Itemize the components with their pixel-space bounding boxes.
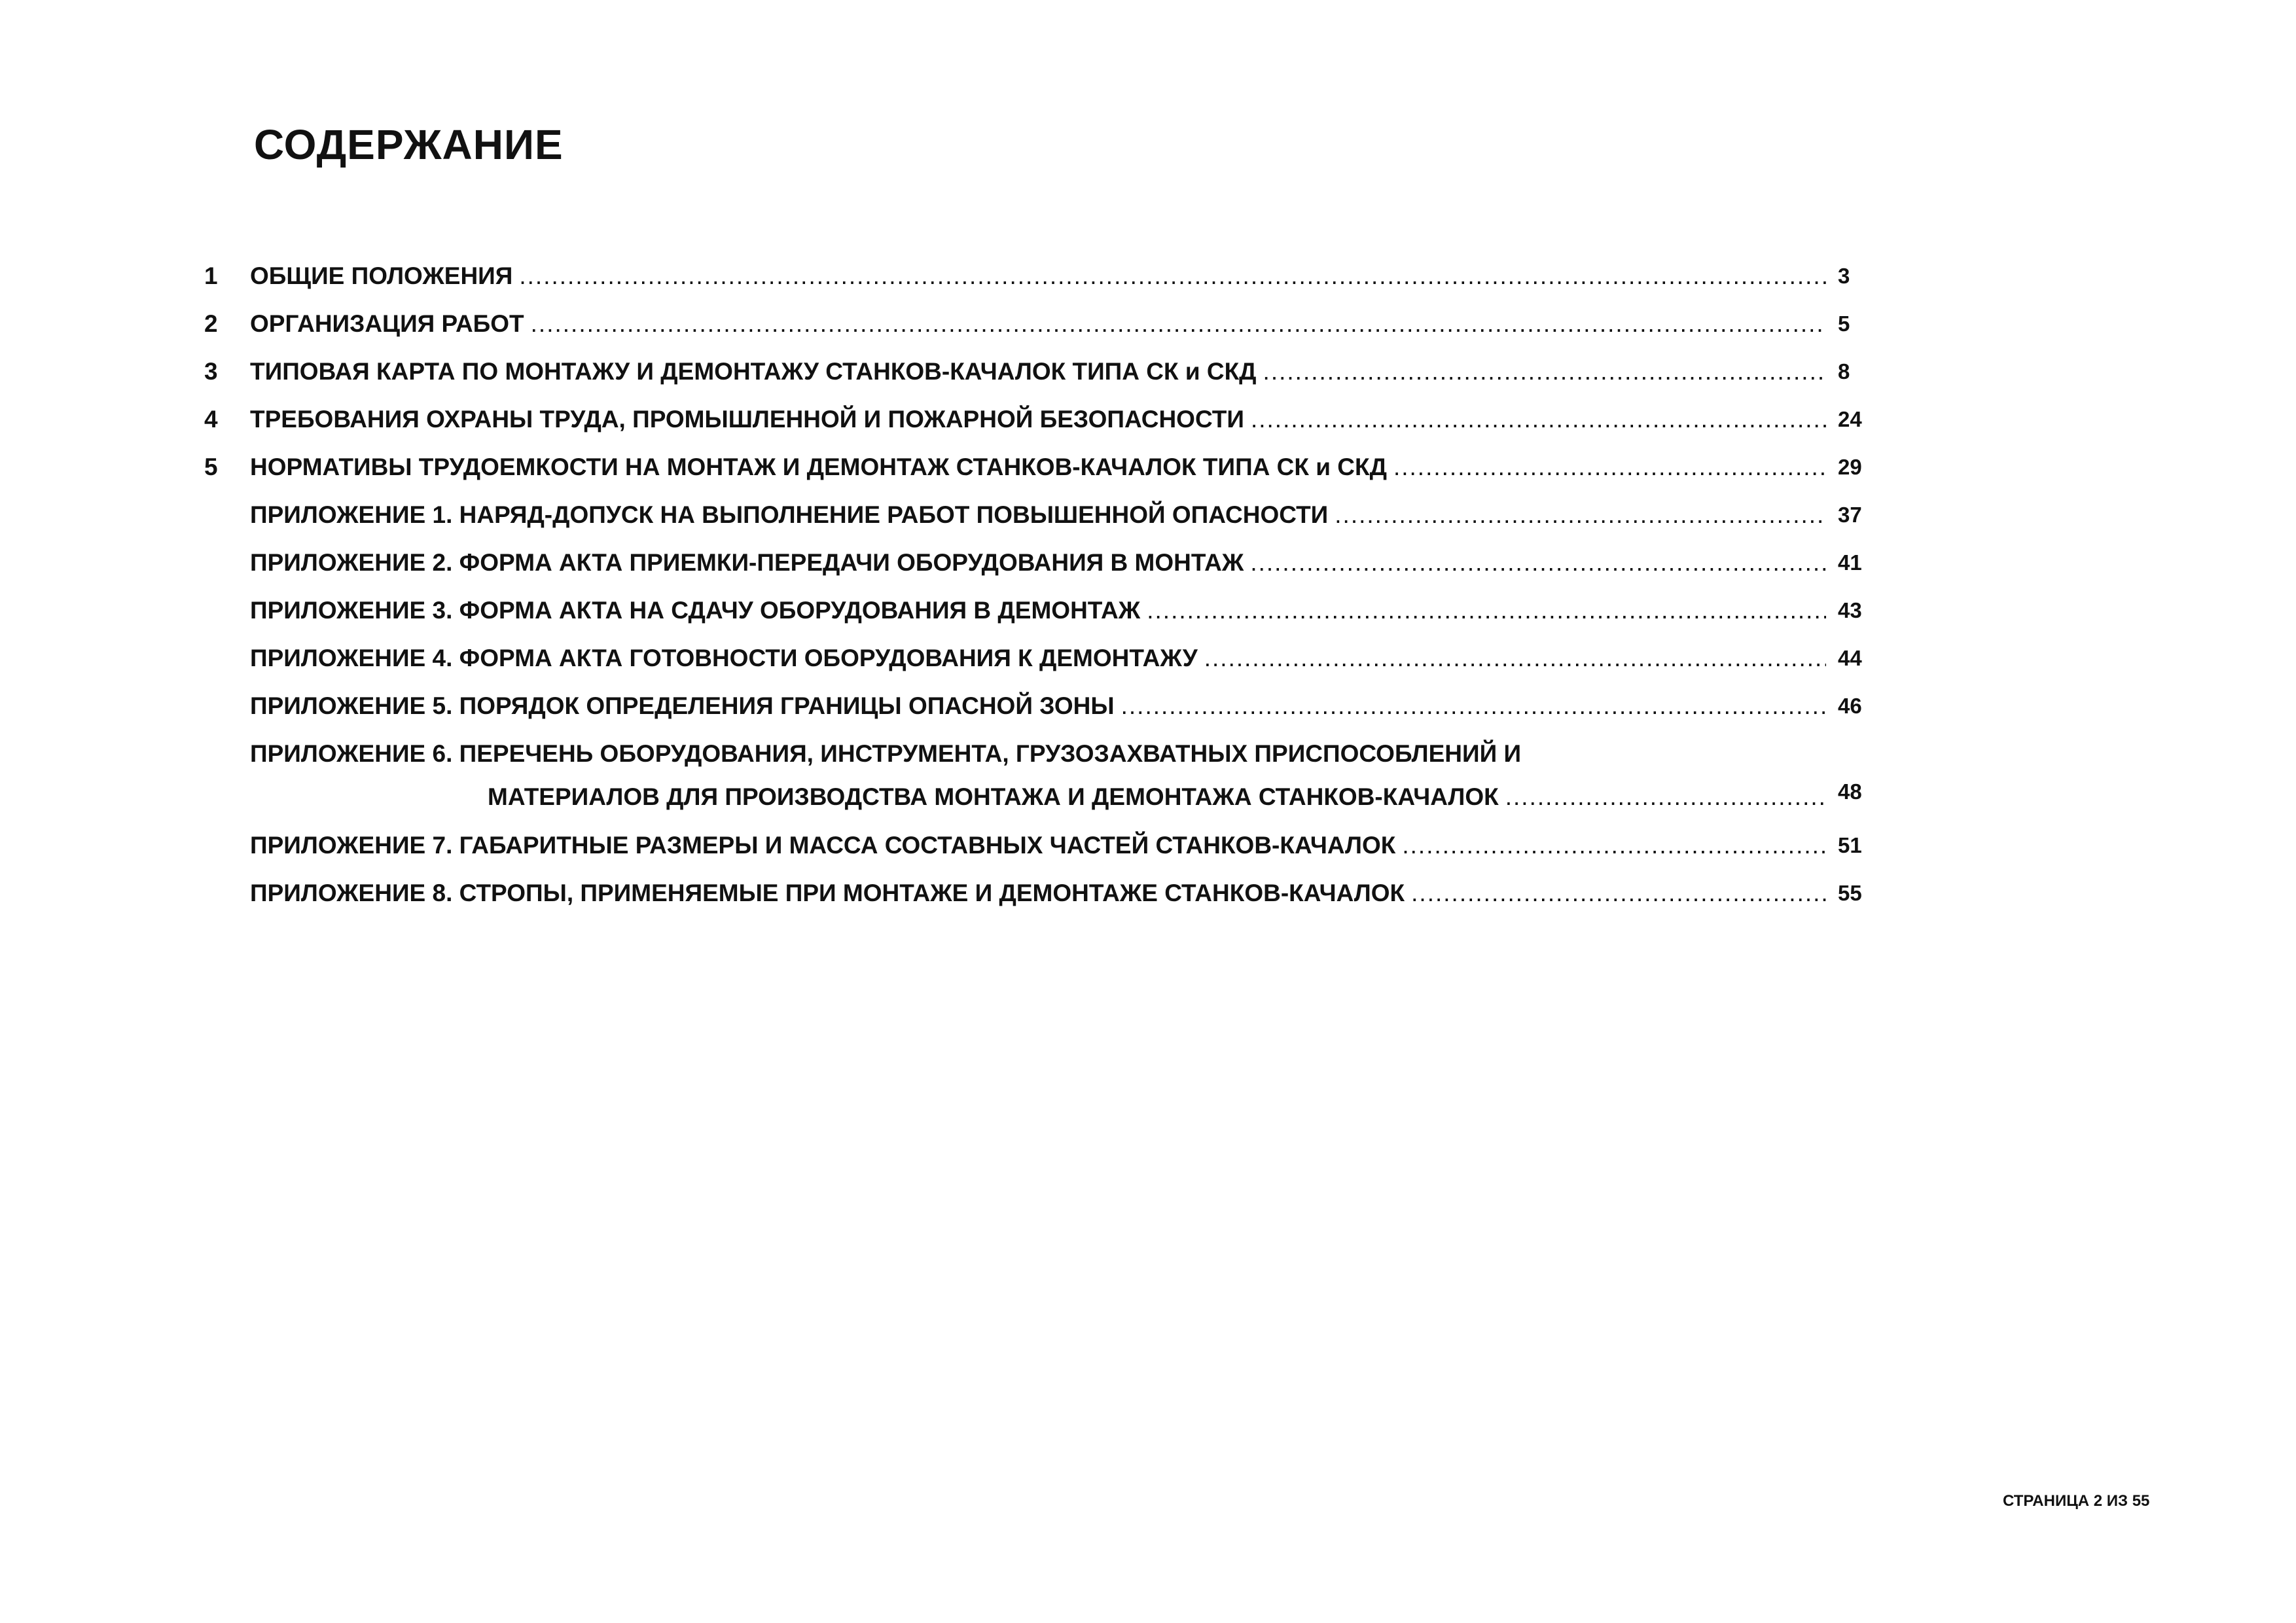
toc-text: ПРИЛОЖЕНИЕ 3. ФОРМА АКТА НА СДАЧУ ОБОРУДОВАНИЯ В ДЕМОНТАЖ — [250, 597, 1141, 624]
toc-entry[interactable] — [0, 643, 2296, 674]
toc-leader-dots — [1263, 356, 1826, 387]
toc-page-number: 44 — [1838, 646, 1862, 670]
toc-leader-dots — [1411, 878, 1826, 909]
page-title: СОДЕРЖАНИЕ — [254, 121, 564, 168]
toc-number: 1 — [204, 262, 218, 289]
toc-leader-dots — [1402, 830, 1826, 861]
toc-leader-dots — [1335, 499, 1826, 531]
toc-number: 4 — [204, 406, 218, 433]
toc-text: ОБЩИЕ ПОЛОЖЕНИЯ — [250, 262, 513, 289]
toc-leader-dots — [531, 308, 1826, 340]
toc-page-number: 29 — [1838, 455, 1862, 479]
toc-page-number: 37 — [1838, 503, 1862, 527]
toc-text: ПРИЛОЖЕНИЕ 4. ФОРМА АКТА ГОТОВНОСТИ ОБОРУДОВАНИЯ К ДЕМОНТАЖУ — [250, 645, 1198, 671]
toc-page-number: 3 — [1838, 264, 1850, 288]
toc-entry[interactable] — [0, 690, 2296, 722]
toc-leader-dots — [1505, 781, 1826, 813]
toc-entry[interactable] — [0, 260, 2296, 292]
toc-text: НОРМАТИВЫ ТРУДОЕМКОСТИ НА МОНТАЖ И ДЕМОНТАЖ СТАНКОВ-КАЧАЛОК ТИПА СК и СКД — [250, 454, 1387, 480]
toc-leader-dots — [519, 260, 1826, 292]
toc-text: ОРГАНИЗАЦИЯ РАБОТ — [250, 310, 524, 337]
toc-page-number: 24 — [1838, 407, 1862, 431]
toc-text: ПРИЛОЖЕНИЕ 2. ФОРМА АКТА ПРИЕМКИ-ПЕРЕДАЧИ ОБОРУДОВАНИЯ В МОНТАЖ — [250, 549, 1244, 576]
toc-page-number: 41 — [1838, 550, 1862, 575]
toc-text: ПРИЛОЖЕНИЕ 7. ГАБАРИТНЫЕ РАЗМЕРЫ И МАССА СОСТАВНЫХ ЧАСТЕЙ СТАНКОВ-КАЧАЛОК — [250, 832, 1396, 859]
toc-text: ПРИЛОЖЕНИЕ 5. ПОРЯДОК ОПРЕДЕЛЕНИЯ ГРАНИЦЫ ОПАСНОЙ ЗОНЫ — [250, 692, 1115, 719]
toc-text: ТИПОВАЯ КАРТА ПО МОНТАЖУ И ДЕМОНТАЖУ СТАНКОВ-КАЧАЛОК ТИПА СК и СКД — [250, 358, 1257, 385]
page-footer: СТРАНИЦА 2 ИЗ 55 — [2003, 1492, 2150, 1510]
toc-leader-dots — [1393, 452, 1826, 483]
toc-leader-dots — [1251, 404, 1826, 435]
toc-page-number: 5 — [1838, 312, 1850, 336]
toc-leader-dots — [1204, 643, 1826, 674]
toc-entry[interactable] — [0, 356, 2296, 387]
toc-leader-dots — [1121, 690, 1826, 722]
toc-text: МАТЕРИАЛОВ ДЛЯ ПРОИЗВОДСТВА МОНТАЖА И ДЕМОНТАЖА СТАНКОВ-КАЧАЛОК — [488, 783, 1499, 810]
toc-number: 2 — [204, 310, 218, 337]
toc-text: ПРИЛОЖЕНИЕ 1. НАРЯД-ДОПУСК НА ВЫПОЛНЕНИЕ РАБОТ ПОВЫШЕННОЙ ОПАСНОСТИ — [250, 501, 1329, 528]
toc-page-number: 48 — [1838, 779, 1862, 804]
toc-page-number: 43 — [1838, 598, 1862, 622]
toc-leader-dots — [1250, 547, 1826, 579]
toc-entry[interactable] — [0, 499, 2296, 531]
toc-page-number: 55 — [1838, 881, 1862, 905]
toc-page-number: 8 — [1838, 359, 1850, 383]
toc-entry[interactable] — [0, 878, 2296, 909]
toc-text: ТРЕБОВАНИЯ ОХРАНЫ ТРУДА, ПРОМЫШЛЕННОЙ И ПОЖАРНОЙ БЕЗОПАСНОСТИ — [250, 406, 1244, 433]
toc-entry[interactable] — [0, 404, 2296, 435]
toc-leader-dots — [1147, 595, 1826, 626]
toc-entry[interactable] — [0, 830, 2296, 861]
toc-entry[interactable] — [0, 738, 2296, 817]
toc-entry[interactable] — [0, 595, 2296, 626]
toc-number: 5 — [204, 454, 218, 480]
toc-entry[interactable] — [0, 308, 2296, 340]
toc-number: 3 — [204, 358, 218, 385]
toc-entry[interactable] — [0, 452, 2296, 483]
toc-text: ПРИЛОЖЕНИЕ 8. СТРОПЫ, ПРИМЕНЯЕМЫЕ ПРИ МОНТАЖЕ И ДЕМОНТАЖЕ СТАНКОВ-КАЧАЛОК — [250, 880, 1405, 906]
toc-text-line1: ПРИЛОЖЕНИЕ 6. ПЕРЕЧЕНЬ ОБОРУДОВАНИЯ, ИНСТРУМЕНТА, ГРУЗОЗАХВАТНЫХ ПРИСПОСОБЛЕНИЙ И — [250, 740, 1522, 767]
toc-entry[interactable] — [0, 547, 2296, 579]
toc-page-number: 51 — [1838, 833, 1862, 857]
toc-page-number: 46 — [1838, 694, 1862, 718]
